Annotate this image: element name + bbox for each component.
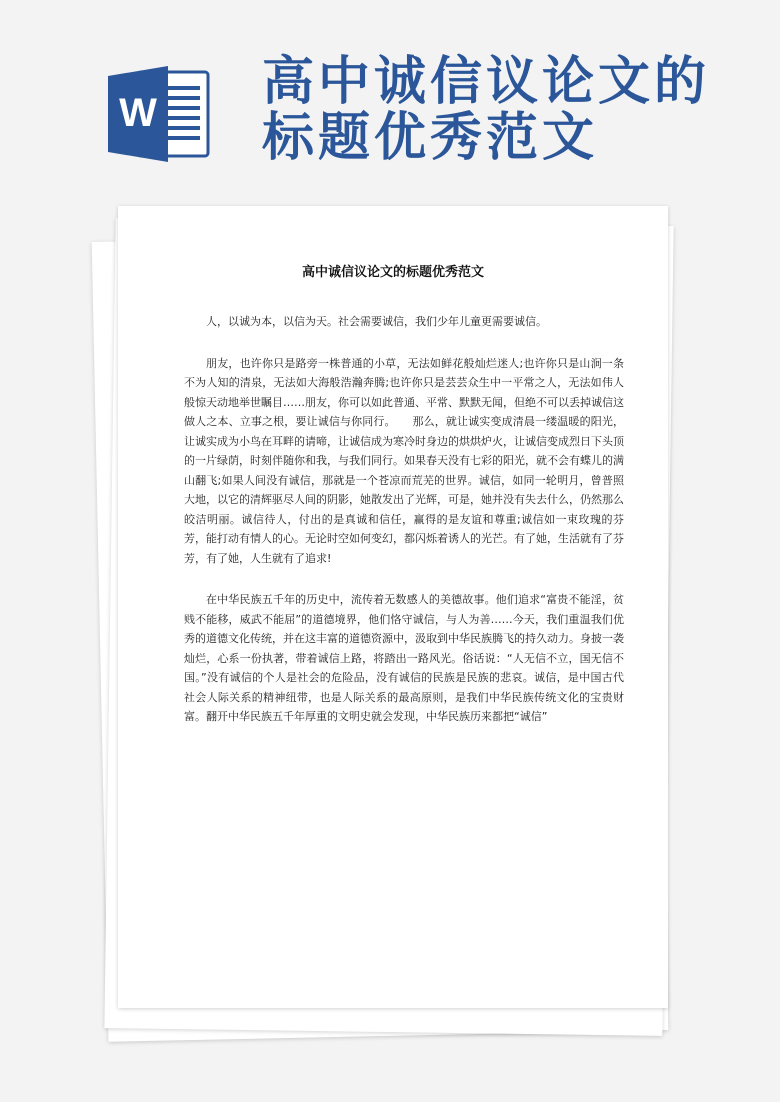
paragraph-2: 朋友，也许你只是路旁一株普通的小草，无法如鲜花般灿烂迷人;也许你只是山涧一条不为人知的清泉，无法如大海般浩瀚奔腾;也许你只是芸芸众生中一平常之人，无法如伟人般惊天动地举世瞩目……朋友，你可以如此普通、平常、默默无闻，但绝不可以丢掉诚信这做人之本、立事之根，要让诚信与你同行。 那么，就让诚实变成清晨一缕温暖的阳光，让诚实成为小鸟在耳畔的请啼，让诚信成为寒冷时身边的烘烘炉火，让诚信变成烈日下头顶的一片绿荫，时刻伴随你和我，与我们同行。如果春天没有七彩的阳光，就不会有蝶儿的满山翻飞;如果人间没有诚信，那就是一个苍凉而荒芜的世界。诚信，如同一轮明月，曾普照大地，以它的清辉驱尽人间的阴影，她散发出了光辉，可是，她并没有失去什么，仍然那么皎洁明丽。诚信待人，付出的是真诚和信任，赢得的是友谊和尊重;诚信如一束玫瑰的芬芳，能打动有情人的心。无论时空如何变幻，都闪烁着诱人的光芒。有了她，生活就有了芬芳，有了她，人生就有了追求! xyxy=(184,356,624,565)
paragraph-3: 在中华民族五千年的历史中，流传着无数感人的美德故事。他们追求“富贵不能淫，贫贱不能移，威武不能屈”的道德境界，他们恪守诚信，与人为善……今天，我们重温我们优秀的道德文化传统，并在这丰富的道德资源中，汲取到中华民族腾飞的持久动力。身披一袭灿烂，心系一份执著，带着诚信上路，将踏出一路风光。俗话说：“人无信不立，国无信不国。”没有诚信的个人是社会的危险品，没有诚信的民族是民族的悲哀。诚信，是中国古代社会人际关系的精神纽带，也是人际关系的最高原则，是我们中华民族传统文化的宝贵财富。翻开中华民族五千年厚重的文明史就会发现，中华民族历来都把“诚信” xyxy=(184,593,624,723)
page-title-line-2: 标题优秀范文 xyxy=(262,107,599,168)
document-page xyxy=(118,206,668,1008)
svg-text:W: W xyxy=(119,91,157,135)
header xyxy=(0,0,780,200)
word-document-icon xyxy=(108,66,210,162)
page-title-line-1: 高中诚信议论文的 xyxy=(262,51,711,112)
document-title: 高中诚信议论文的标题优秀范文 xyxy=(301,265,484,280)
document-body xyxy=(184,312,624,749)
paragraph-1: 人，以诚为本，以信为天。社会需要诚信，我们少年儿童更需要诚信。 xyxy=(206,315,547,328)
